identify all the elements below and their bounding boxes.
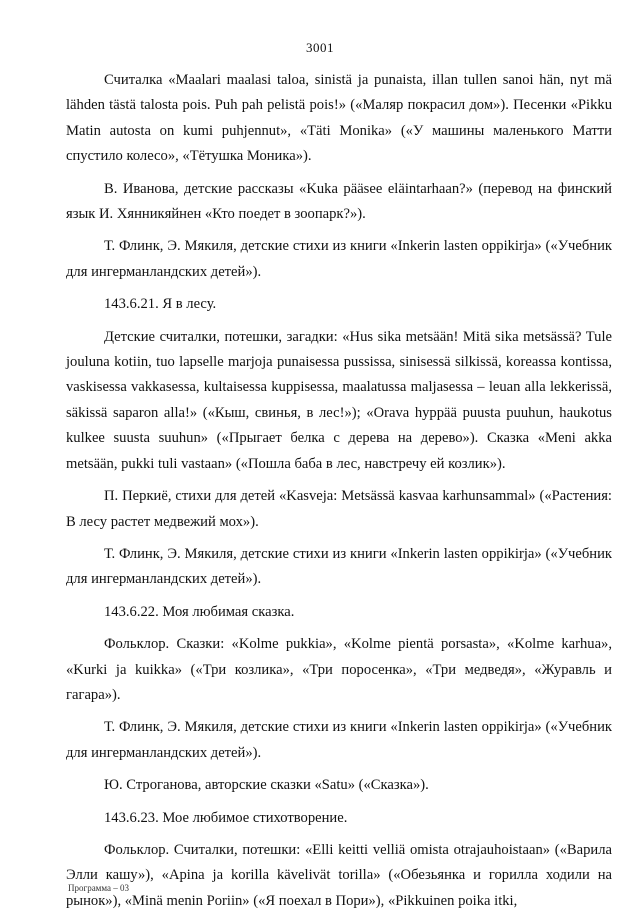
paragraph-stroganova: Ю. Строганова, авторские сказки «Satu» («Сказка»). xyxy=(104,777,429,794)
section-heading-143-6-22: 143.6.22. Моя любимая сказка. xyxy=(104,603,295,620)
section-heading-143-6-23: 143.6.23. Мое любимое стихотворение. xyxy=(104,809,348,826)
paragraph-perkio: П. Перкиё, стихи для детей «Kasveja: Metsässä kasvaa karhunsammal» («Растения: В лесу растет медвежий мох»). xyxy=(66,488,612,530)
paragraph-flink-2: Т. Флинк, Э. Мякиля, детские стихи из книги «Inkerin lasten oppikirja» («Учебник для ингерманландских детей»). xyxy=(66,545,612,588)
paragraph-forest-rhymes: Детские считалки, потешки, загадки: «Hus sika metsään! Mitä sika metsässä? Tule jouluna kotiin, tuo lapselle marjoja punaisessa pussissa, sinisessä silkissä, koreassa kontissa, vaskisessa vakkasessa, kultaisessa kuppisessa, maalatussa maljasessa – leuan alla lekkerissä, säkissä saparon alla!» («Кыш, свинья, в лес!»); «Orava hyppää puusta puuhun, haukotus kulkee suusta suuhun» («Прыгает белка с дерева на дерево»). Сказка «Meni akka metsään, pukki tuli vastaan» («Пошла баба в лес, навстречу ей козлик»). xyxy=(66,328,612,472)
page-number: 3001 xyxy=(306,40,334,55)
section-heading-143-6-21: 143.6.21. Я в лесу. xyxy=(104,296,217,313)
paragraph-counting-rhyme-painter: Считалка «Maalari maalasi taloa, sinistä ja punaista, illan tullen sanoi hän, nyt mä lähden tästä talosta pois. Puh pah pelistä pois!» («Маляр покрасил дом»). Песенки «Pikku Matin autosta on kumi puhjennut», «Täti Monika» («У машины маленького Матти спустило колесо», «Тётушка Моника»). xyxy=(66,72,612,165)
paragraph-folklore-rhymes: Фольклор. Считалки, потешки: «Elli keitti velliä omista otrajauhoistaan» («Варила Элли кашу»), «Apina ja korilla kävelivät torilla» («Обезьянка и горилла ходили на рынок»), «Minä menin Poriin» («Я поехал в Пори»), «Pikkuinen poika itki, xyxy=(66,841,612,909)
paragraph-flink-3: Т. Флинк, Э. Мякиля, детские стихи из книги «Inkerin lasten oppikirja» («Учебник для ингерманландских детей»). xyxy=(66,719,612,761)
paragraph-folklore-tales: Фольклор. Сказки: «Kolme pukkia», «Kolme pientä porsasta», «Kolme karhua», «Kurki ja kuikka» («Три козлика», «Три поросенка», «Три медведя», «Журавль и гагара»). xyxy=(66,636,612,703)
paragraph-flink-1: Т. Флинк, Э. Мякиля, детские стихи из книги «Inkerin lasten oppikirja» («Учебник для ингерманландских детей»). xyxy=(66,238,612,280)
paragraph-ivanova: В. Иванова, детские рассказы «Kuka pääsee eläintarhaan?» (перевод на финский язык И. Хянникяйнен «Кто поедет в зоопарк?»). xyxy=(66,180,612,223)
page-footer: Программа – 03 xyxy=(68,883,130,893)
document-body xyxy=(66,68,612,921)
